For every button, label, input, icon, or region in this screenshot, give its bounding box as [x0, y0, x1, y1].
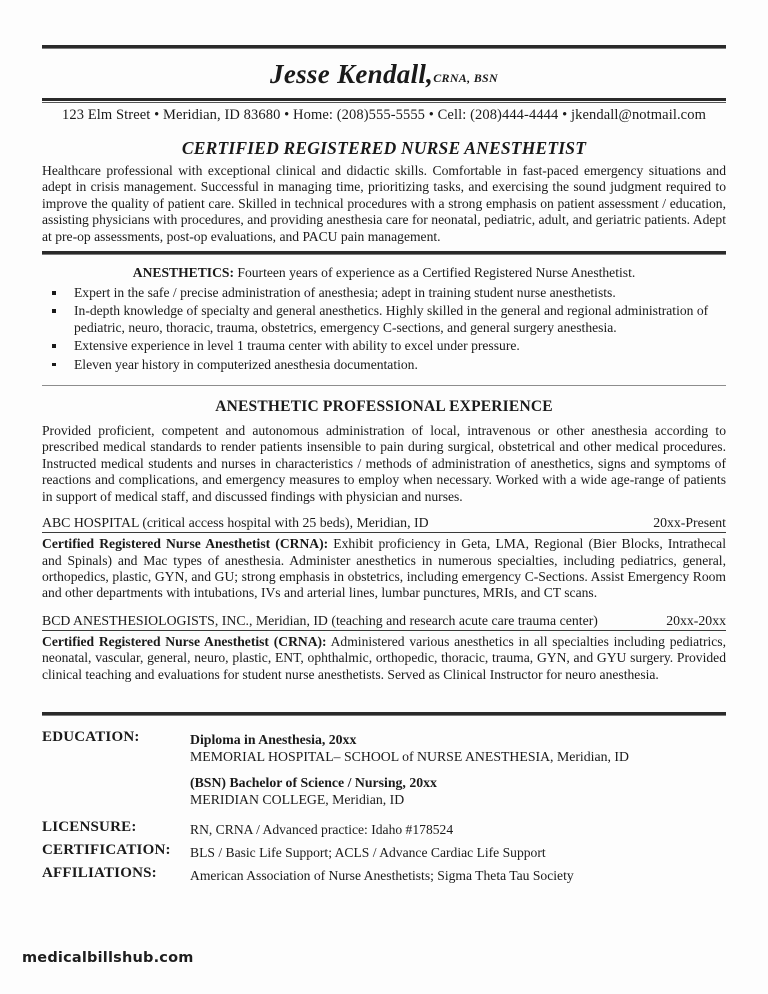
education-entry: [190, 774, 726, 808]
list-item: Eleven year history in computerized anesthesia documentation.: [42, 357, 726, 373]
education-school: MERIDIAN COLLEGE, Meridian, ID: [190, 791, 405, 807]
education-row: [42, 729, 726, 817]
job-title: Certified Registered Nurse Anesthetist (CRNA):: [42, 536, 329, 552]
employer-name: ABC HOSPITAL (critical access hospital with 25 beds), Meridian, ID: [42, 515, 429, 531]
anesthetics-label: ANESTHETICS:: [132, 265, 234, 281]
experience-entry: [42, 515, 726, 613]
licensure-value: RN, CRNA / Advanced practice: Idaho #178524: [190, 821, 454, 837]
experience-entry-description: [42, 536, 726, 602]
education-degree: (BSN) Bachelor of Science / Nursing, 20xx: [190, 774, 437, 790]
education-values: [190, 729, 726, 817]
employment-dates: 20xx-20xx: [666, 612, 726, 628]
experience-heading: ANESTHETIC PROFESSIONAL EXPERIENCE: [215, 398, 553, 416]
candidate-name: Jesse Kendall,: [270, 59, 434, 89]
summary-text: Healthcare professional with exceptional clinical and didactic skills. Comfortable in fast-paced emergency situations and adept in crisis management. Successful in managing time, prioritizing tasks, and exercising the sound judgment required to improve the quality of patient care. Skilled in technical procedures with a strong emphasis on patient assessment / education, assisting physicians with procedures, and providing anesthesia care for neonatal, pediatric, adult, and geriatric patients. Adept at pre-op assessments, post-op evaluations, and PACU pain management.: [42, 163, 726, 244]
experience-entry-header: [42, 613, 726, 631]
certification-label: CERTIFICATION:: [42, 841, 171, 858]
list-item: In-depth knowledge of specialty and general anesthetics. Highly skilled in the general and regional administration of pediatric, neuro, thoracic, trauma, obstetrics, emergency C-sections, and general surgery anesthesia.: [42, 303, 726, 336]
education-entry: [190, 731, 726, 765]
experience-intro-block: [42, 420, 726, 515]
employer-name: BCD ANESTHESIOLOGISTS, INC., Meridian, ID (teaching and research acute care trauma center): [42, 612, 598, 628]
contact-line: 123 Elm Street • Meridian, ID 83680 • Home: (208)555-5555 • Cell: (208)444-4444 • jkendall@notmail.com: [62, 107, 706, 123]
details-section: [42, 716, 726, 884]
affiliations-label: AFFILIATIONS:: [42, 864, 157, 881]
list-item: Extensive experience in level 1 trauma center with ability to excel under pressure.: [42, 338, 726, 354]
certification-row: [42, 842, 726, 861]
licensure-label: LICENSURE:: [42, 818, 137, 835]
name-line: [42, 49, 726, 98]
anesthetics-lead: [42, 255, 726, 285]
experience-entry-description: [42, 634, 726, 683]
employment-dates: 20xx-Present: [653, 515, 726, 531]
experience-entry-header: [42, 515, 726, 533]
education-degree: Diploma in Anesthesia, 20xx: [190, 731, 357, 747]
resume-content: [42, 0, 726, 888]
job-title: Certified Registered Nurse Anesthetist (CRNA):: [42, 633, 327, 649]
anesthetics-lead-text: Fourteen years of experience as a Certified Registered Nurse Anesthetist.: [233, 265, 636, 281]
job-description-text: Exhibit proficiency in Geta, LMA, Regional (Bier Blocks, Intrathecal and Spinals) and Mac types of anesthesia. Administer anesthetics in numerous specialties, including pediatrics, general, orthopedics, plastic, GYN, and GU; strong emphasis in obstetrics, including emergency C-Sections. Assist Emergency Room and other departments with intubations, IVs and arterial lines, lumbar punctures, MRIs, and CT scans.: [42, 536, 726, 601]
affiliations-row: [42, 865, 726, 884]
education-school: MEMORIAL HOSPITAL– SCHOOL of NURSE ANESTHESIA, Meridian, ID: [190, 748, 629, 764]
affiliations-value: American Association of Nurse Anesthetists; Sigma Theta Tau Society: [190, 867, 574, 883]
summary-block: [42, 162, 726, 251]
education-label: EDUCATION:: [42, 728, 140, 745]
page-title: CERTIFIED REGISTERED NURSE ANESTHETIST: [181, 138, 587, 158]
site-watermark: medicalbillshub.com: [22, 950, 194, 966]
candidate-credentials: CRNA, BSN: [433, 71, 498, 85]
job-description-text: Administered various anesthetics in all specialties including pediatrics, neonatal, vascular, general, neuro, plastic, ENT, ophthalmic, orthopedic, thoracic, trauma, GYN, and GYU surgery. Provided clinical teaching and evaluations for student nurse anesthetists. Served as Clinical Instructor for neuro anesthesia.: [42, 633, 726, 682]
certification-value: BLS / Basic Life Support; ACLS / Advance Cardiac Life Support: [190, 844, 546, 860]
anesthetics-bullet-list: [42, 285, 726, 385]
experience-entry: [42, 613, 726, 694]
licensure-row: [42, 819, 726, 838]
experience-intro-text: Provided proficient, competent and autonomous administration of local, intravenous or other anesthesia according to prescribed medical standards to render patients insensible to pain during surgical, obstetrical and other medical procedures. Instructed medical students and nurses in characteristics / methods of administration of anesthetics, signs and symptoms of reactions and complications, and emergency measures to employ when necessary. Worked with a wide age-range of patients in support of medical staff, and discussed findings with physician and nurses.: [42, 423, 726, 504]
list-item: Expert in the safe / precise administration of anesthesia; adept in training student nurse anesthetists.: [42, 285, 726, 301]
